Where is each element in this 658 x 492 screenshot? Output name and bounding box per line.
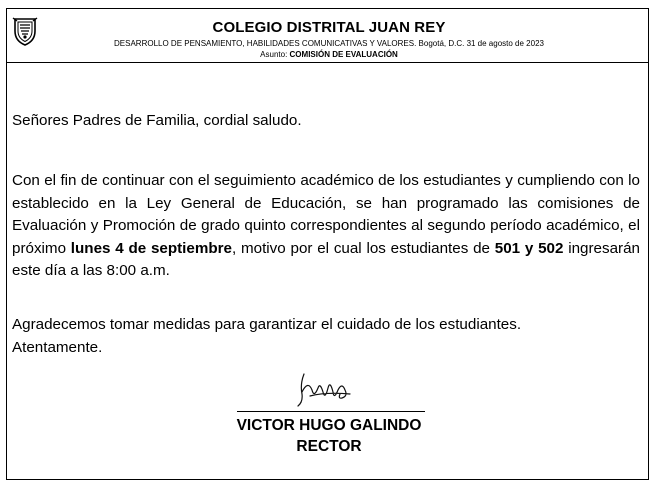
- header-divider: [6, 62, 649, 63]
- subject-label: Asunto:: [260, 50, 288, 59]
- paragraph-text-1: Con el fin de continuar con el seguimiento académico de los estudiantes y cumpliendo con lo establecido en la Ley General de Educación, se han programado las comisiones de Evaluación y Promoción de grado quinto correspondientes al segundo período académico, el próximo: [12, 172, 640, 257]
- signature-line: [237, 411, 425, 412]
- student-groups: 501 y 502: [494, 239, 564, 257]
- header-subline: DESARROLLO DE PENSAMIENTO, HABILIDADES COMUNICATIVAS Y VALORES. Bogotá, D.C. 31 de agosto de 2023: [114, 39, 544, 48]
- paragraph-text-3: ingresarán este día a las 8:00 a.m.: [12, 239, 640, 279]
- closing-line: Agradecemos tomar medidas para garantizar el cuidado de los estudiantes.: [12, 316, 522, 333]
- school-name: COLEGIO DISTRITAL JUAN REY: [212, 19, 446, 36]
- meeting-date: lunes 4 de septiembre: [70, 239, 232, 257]
- signer-name: VICTOR HUGO GALINDO: [236, 417, 422, 434]
- valediction: Atentamente.: [12, 338, 103, 356]
- signer-title: RECTOR: [296, 438, 362, 455]
- greeting: Señores Padres de Familia, cordial saludo.: [12, 112, 302, 129]
- closing: [12, 314, 640, 359]
- handwritten-signature: [290, 370, 360, 410]
- main-paragraph: [12, 170, 640, 283]
- subject-value: COMISIÓN DE EVALUACIÓN: [289, 50, 398, 59]
- subject-line: [0, 50, 658, 59]
- paragraph-text-2: , motivo por el cual los estudiantes de: [232, 239, 495, 257]
